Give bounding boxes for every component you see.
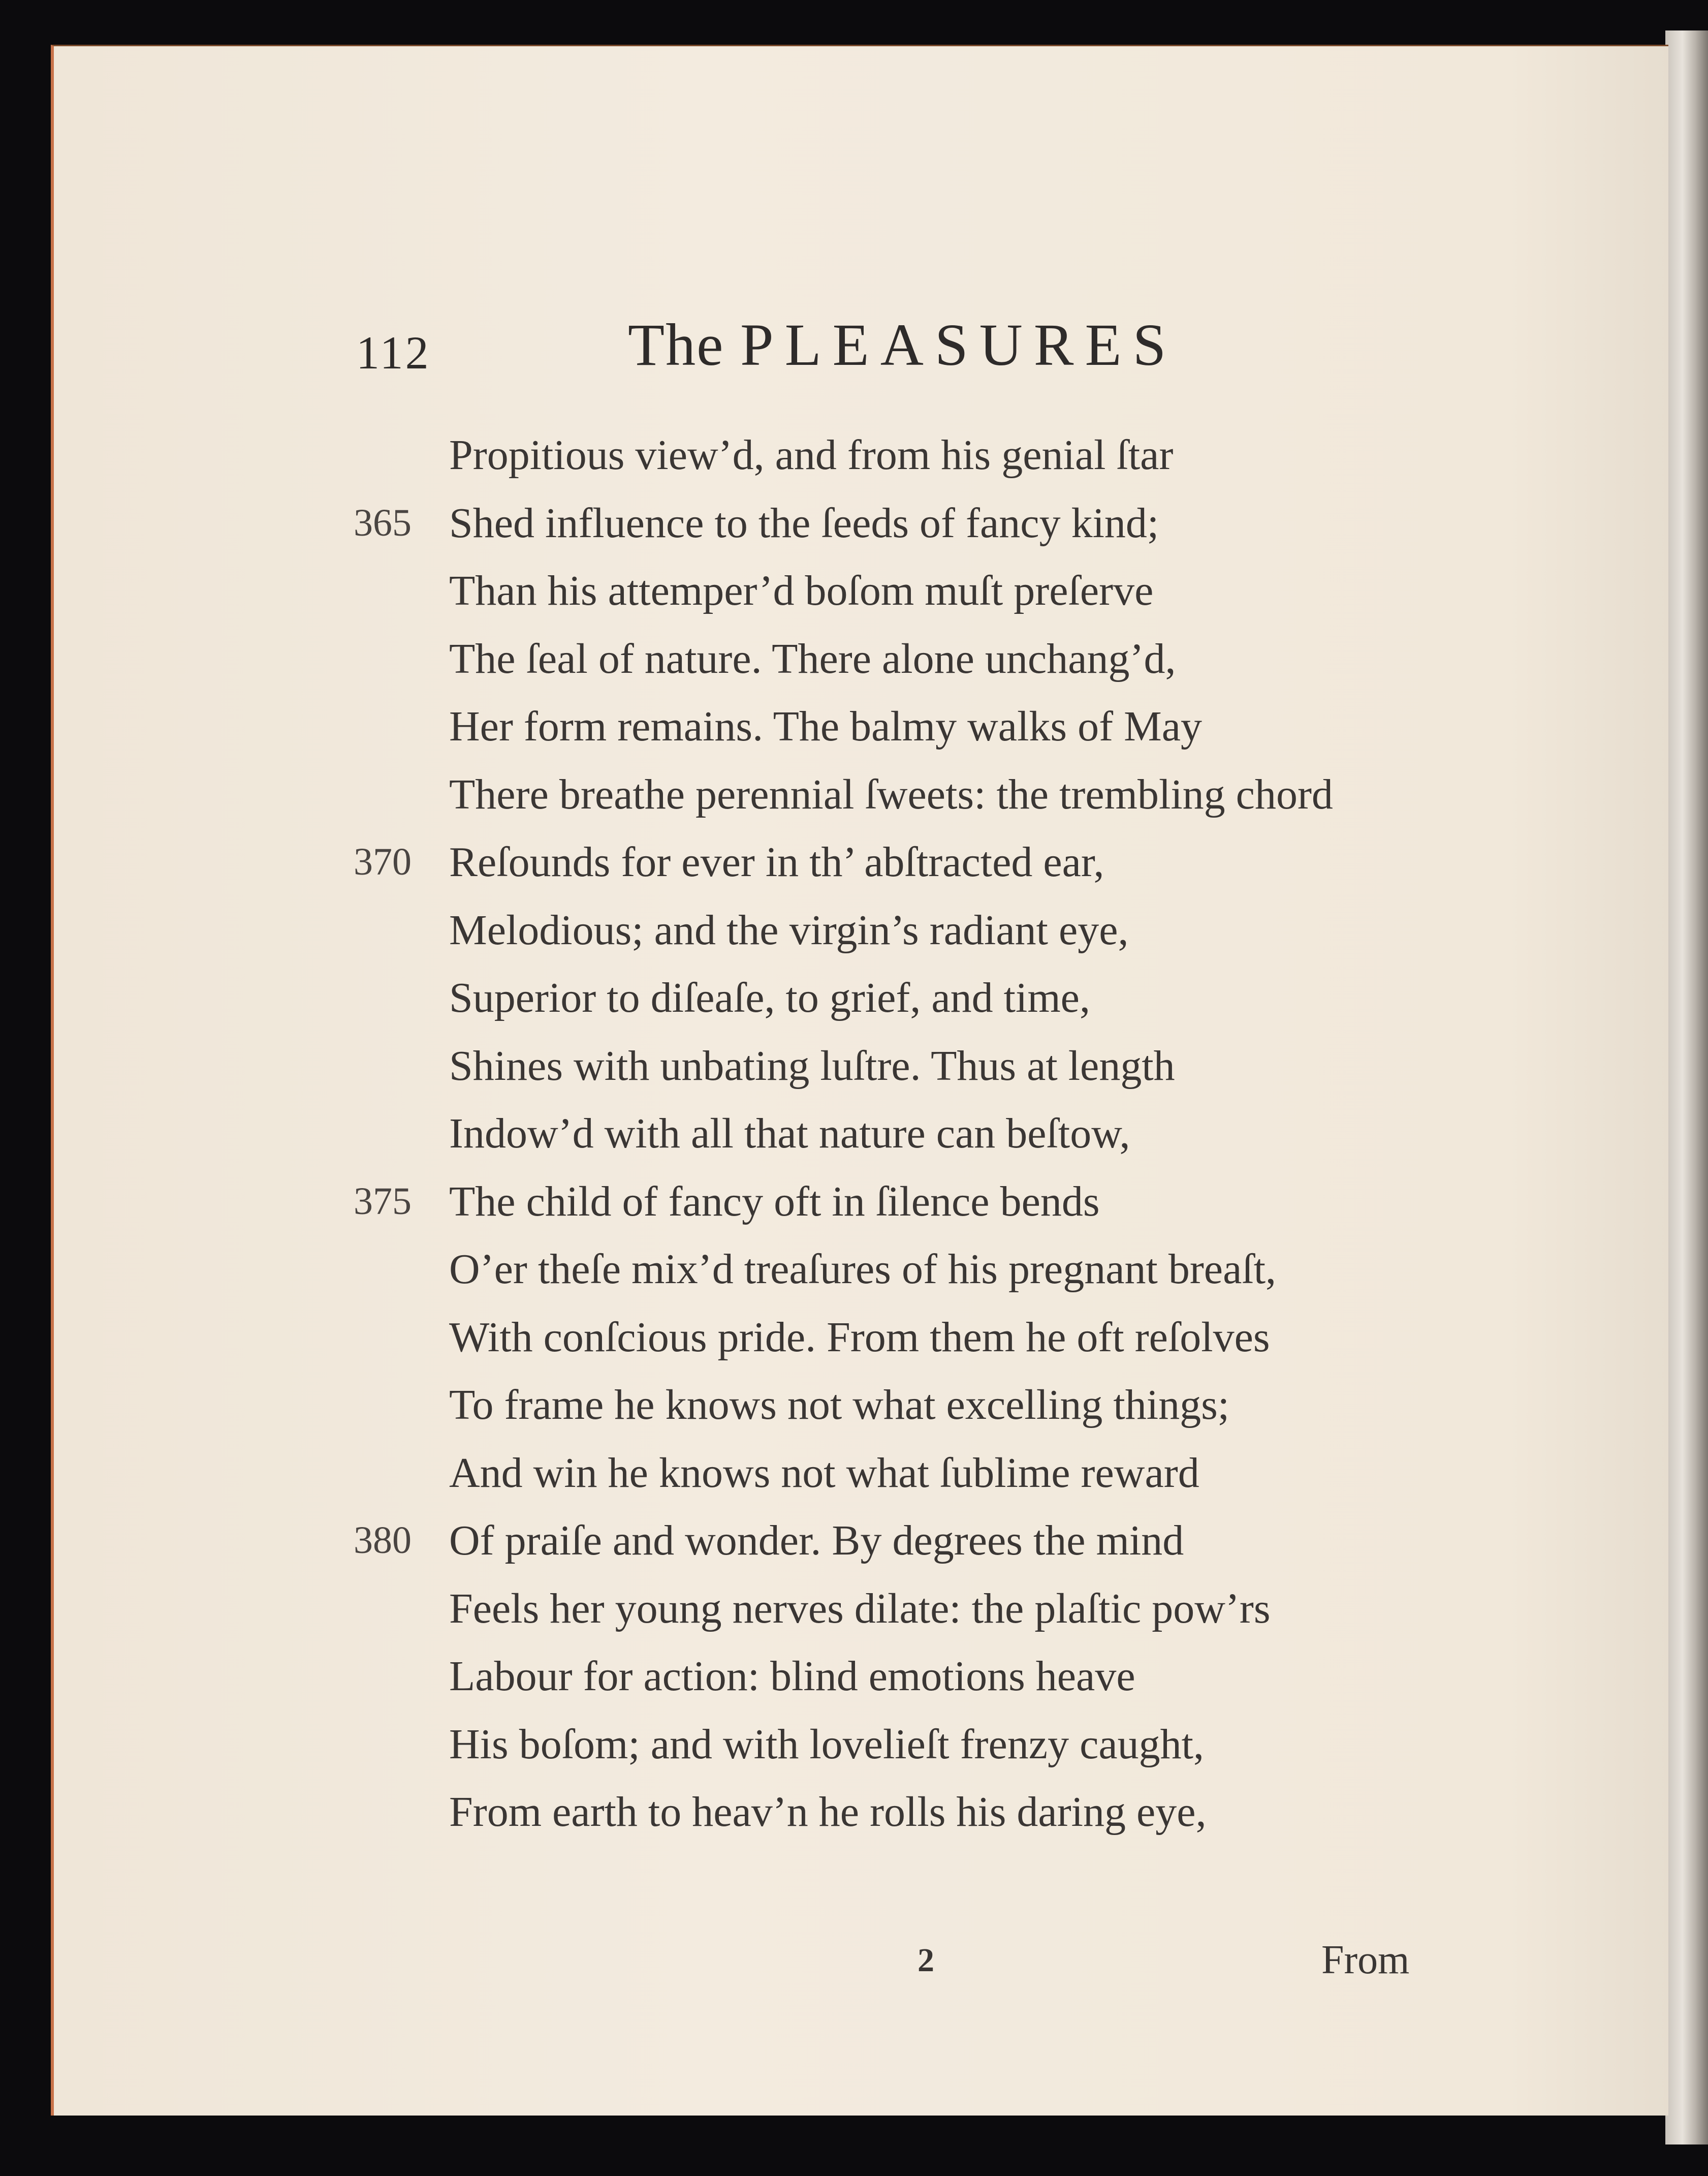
poem-line (54, 896, 1668, 965)
line-text: With conſcious pride. From them he oft reſolves (449, 1313, 1270, 1361)
poem-line (54, 1235, 1668, 1303)
book-page (51, 45, 1668, 2116)
line-text: O’er theſe mix’d treaſures of his pregnant breaſt, (449, 1246, 1277, 1293)
line-text: Labour for action: blind emotions heave (449, 1653, 1135, 1700)
poem-line (54, 1168, 1668, 1236)
line-text: His boſom; and with lovelieſt frenzy caught, (449, 1720, 1204, 1768)
line-text: From earth to heav’n he rolls his daring eye, (449, 1788, 1207, 1836)
running-title (628, 310, 1177, 380)
signature-mark: 2 (918, 1942, 934, 1979)
running-header (54, 310, 1668, 382)
page-footer (54, 1926, 1668, 1994)
poem-line (54, 761, 1668, 829)
poem-line (54, 1303, 1668, 1372)
poem-line (54, 557, 1668, 625)
poem-line (54, 1439, 1668, 1507)
line-text: The child of fancy oft in ſilence bends (449, 1177, 1100, 1225)
poem-line (54, 828, 1668, 896)
poem-line (54, 1778, 1668, 1846)
line-text: Propitious view’d, and from his genial ſtar (449, 431, 1174, 479)
page-number: 112 (356, 327, 431, 379)
line-text: There breathe perennial ſweets: the trembling chord (449, 770, 1333, 818)
poem-line (54, 1642, 1668, 1711)
line-text: Her form remains. The balmy walks of May (449, 703, 1203, 750)
poem-line (54, 1507, 1668, 1575)
line-number: 365 (354, 501, 412, 544)
poem-line (54, 489, 1668, 557)
line-text: Shed influence to the ſeeds of fancy kind; (449, 499, 1159, 547)
poem-line (54, 421, 1668, 489)
line-text: Indow’d with all that nature can beſtow, (449, 1110, 1130, 1157)
poem-line (54, 1100, 1668, 1168)
poem-line (54, 625, 1668, 693)
title-prefix: The (628, 312, 724, 378)
book-binding-edge (1665, 30, 1708, 2144)
line-text: Shines with unbating luſtre. Thus at length (449, 1042, 1175, 1090)
poem-line (54, 693, 1668, 761)
line-text: Than his attemper’d boſom muſt preſerve (449, 567, 1154, 614)
line-number: 370 (354, 841, 412, 883)
catchword: From (1321, 1938, 1410, 1982)
line-text: The ſeal of nature. There alone unchang’d, (449, 635, 1176, 682)
line-number: 380 (354, 1519, 412, 1562)
line-text: And win he knows not what ſublime reward (449, 1449, 1199, 1497)
line-text: Superior to diſeaſe, to grief, and time, (449, 974, 1090, 1021)
line-text: To frame he knows not what excelling things; (449, 1381, 1230, 1428)
line-text: Feels her young nerves dilate: the plaſtic pow’rs (449, 1584, 1271, 1632)
poem-line (54, 1575, 1668, 1643)
poem-line (54, 1371, 1668, 1439)
line-number: 375 (354, 1179, 412, 1223)
poem-line (54, 1032, 1668, 1100)
line-text: Of praiſe and wonder. By degrees the mind (449, 1517, 1184, 1564)
title-caps: PLEASURES (740, 312, 1178, 378)
poem-line (54, 1711, 1668, 1779)
line-text: Melodious; and the virgin’s radiant eye, (449, 906, 1129, 954)
poem-line (54, 964, 1668, 1032)
line-text: Reſounds for ever in th’ abſtracted ear, (449, 838, 1104, 886)
poem-text (54, 421, 1668, 1846)
